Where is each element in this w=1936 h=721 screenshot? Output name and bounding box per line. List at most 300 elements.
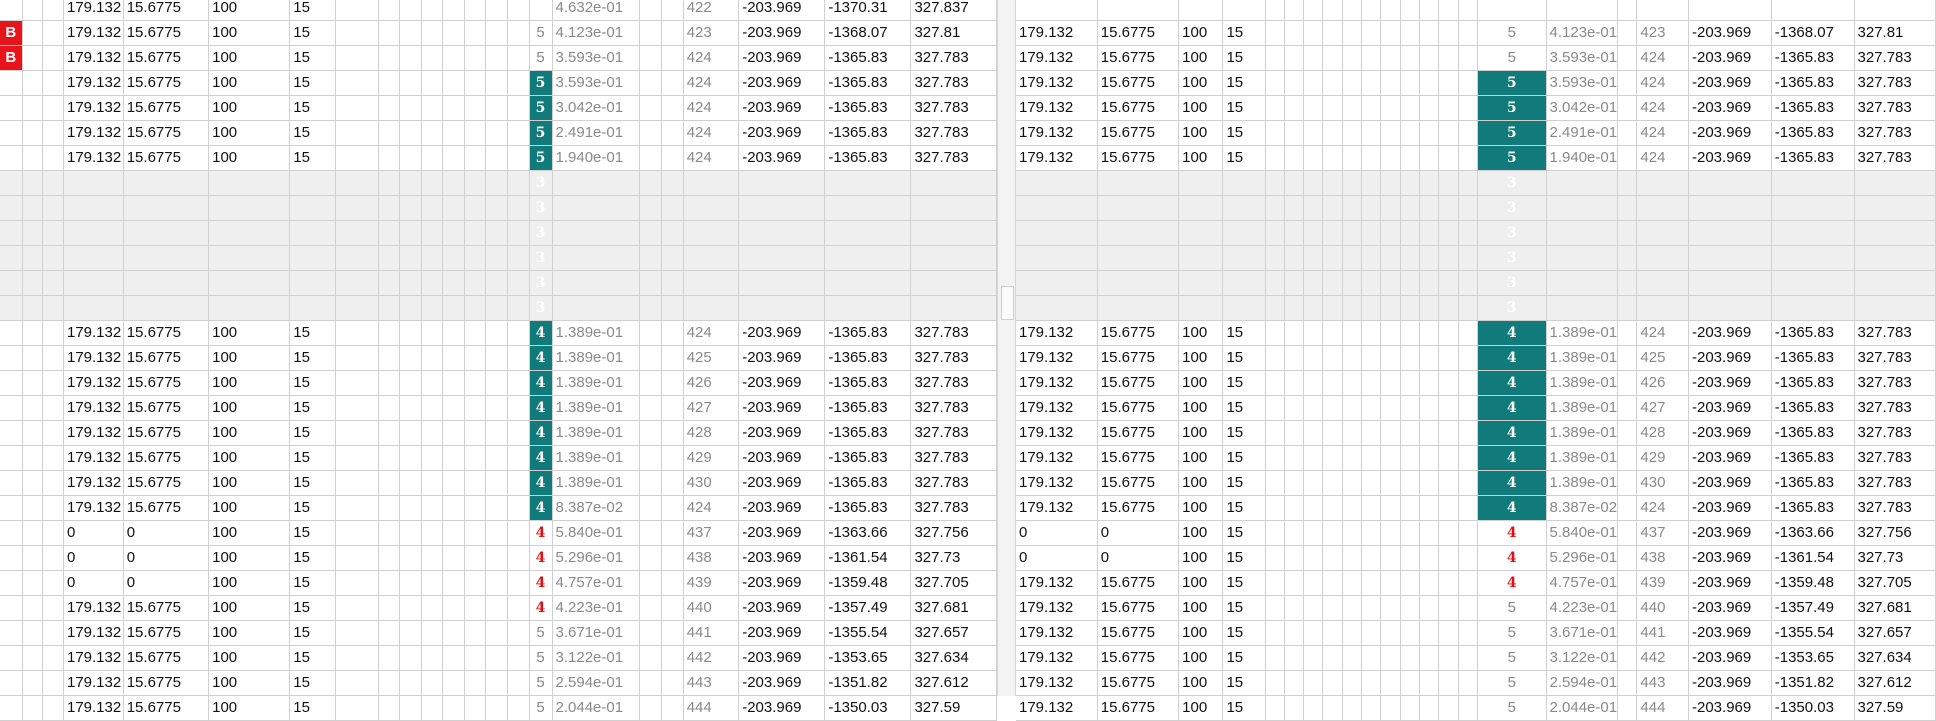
grid-cell[interactable]: 327.783: [911, 121, 997, 146]
grid-cell[interactable]: [1400, 171, 1419, 196]
grid-cell[interactable]: 15: [290, 71, 336, 96]
grid-cell[interactable]: [739, 271, 825, 296]
grid-cell[interactable]: 15: [290, 571, 336, 596]
grid-cell[interactable]: [22, 671, 42, 696]
grid-cell[interactable]: [399, 696, 421, 721]
grid-cell[interactable]: 15: [290, 546, 336, 571]
grid-cell[interactable]: -203.969: [739, 521, 825, 546]
grid-cell[interactable]: [1439, 671, 1458, 696]
grid-cell[interactable]: [1381, 621, 1400, 646]
grid-cell[interactable]: [443, 471, 465, 496]
grid-cell[interactable]: [379, 296, 399, 321]
grid-cell[interactable]: [1265, 121, 1284, 146]
table-row[interactable]: [0, 396, 997, 421]
grid-cell[interactable]: 327.783: [911, 346, 997, 371]
grid-cell[interactable]: 15.6775: [1097, 671, 1178, 696]
grid-cell[interactable]: [485, 296, 507, 321]
flag-cell[interactable]: 4: [1477, 521, 1546, 546]
grid-cell[interactable]: [1458, 621, 1477, 646]
grid-cell[interactable]: 179.132: [63, 0, 123, 21]
grid-cell[interactable]: [443, 46, 465, 71]
grid-cell[interactable]: [1016, 0, 1097, 21]
grid-cell[interactable]: 3.122e-01: [552, 646, 639, 671]
grid-cell[interactable]: [22, 596, 42, 621]
grid-cell[interactable]: 327.783: [911, 496, 997, 521]
grid-cell[interactable]: -1365.83: [1771, 46, 1854, 71]
grid-cell[interactable]: 100: [1179, 371, 1223, 396]
grid-cell[interactable]: [1284, 46, 1303, 71]
grid-cell[interactable]: [1771, 196, 1854, 221]
grid-cell[interactable]: [1179, 246, 1223, 271]
grid-cell[interactable]: [1342, 46, 1361, 71]
grid-cell[interactable]: [661, 0, 683, 21]
grid-cell[interactable]: 438: [683, 546, 739, 571]
grid-cell[interactable]: [1546, 0, 1618, 21]
grid-cell[interactable]: 424: [683, 96, 739, 121]
grid-cell[interactable]: 4.223e-01: [1546, 596, 1618, 621]
grid-cell[interactable]: [443, 246, 465, 271]
grid-cell[interactable]: [421, 71, 443, 96]
grid-cell[interactable]: 4.123e-01: [1546, 21, 1618, 46]
grid-cell[interactable]: [465, 46, 485, 71]
flag-cell[interactable]: 4: [1477, 396, 1546, 421]
table-row[interactable]: [1016, 46, 1936, 71]
grid-cell[interactable]: [639, 396, 661, 421]
grid-cell[interactable]: [1618, 396, 1637, 421]
grid-cell[interactable]: [1546, 196, 1618, 221]
grid-cell[interactable]: [1381, 121, 1400, 146]
grid-cell[interactable]: [379, 396, 399, 421]
grid-cell[interactable]: [1854, 221, 1936, 246]
grid-cell[interactable]: 5.296e-01: [552, 546, 639, 571]
grid-cell[interactable]: [465, 671, 485, 696]
flag-cell[interactable]: 5: [529, 71, 552, 96]
flag-cell[interactable]: 5: [529, 46, 552, 71]
grid-cell[interactable]: [1420, 371, 1439, 396]
grid-cell[interactable]: [399, 646, 421, 671]
grid-cell[interactable]: [443, 346, 465, 371]
grid-cell[interactable]: [1458, 171, 1477, 196]
grid-cell[interactable]: [1439, 71, 1458, 96]
grid-cell[interactable]: [1265, 21, 1284, 46]
grid-cell[interactable]: [336, 171, 379, 196]
grid-cell[interactable]: [911, 171, 997, 196]
grid-cell[interactable]: [1400, 496, 1419, 521]
grid-cell[interactable]: [42, 371, 63, 396]
grid-cell[interactable]: [1265, 596, 1284, 621]
grid-cell[interactable]: [1420, 71, 1439, 96]
grid-cell[interactable]: [1458, 96, 1477, 121]
grid-cell[interactable]: [485, 671, 507, 696]
grid-cell[interactable]: 3.671e-01: [1546, 621, 1618, 646]
table-row[interactable]: [0, 496, 997, 521]
flag-cell[interactable]: 4: [529, 596, 552, 621]
grid-cell[interactable]: [465, 0, 485, 21]
grid-cell[interactable]: [1342, 346, 1361, 371]
grid-cell[interactable]: [1439, 446, 1458, 471]
grid-cell[interactable]: 1.940e-01: [552, 146, 639, 171]
flag-cell[interactable]: 4: [1477, 321, 1546, 346]
grid-cell[interactable]: 15: [290, 596, 336, 621]
grid-cell[interactable]: 100: [209, 546, 290, 571]
grid-cell[interactable]: [485, 121, 507, 146]
grid-cell[interactable]: 100: [1179, 546, 1223, 571]
grid-cell[interactable]: 179.132: [1016, 46, 1097, 71]
grid-cell[interactable]: [1342, 96, 1361, 121]
grid-cell[interactable]: 15: [290, 671, 336, 696]
grid-cell[interactable]: [1323, 146, 1342, 171]
grid-cell[interactable]: 327.612: [911, 671, 997, 696]
grid-cell[interactable]: 179.132: [1016, 321, 1097, 346]
grid-cell[interactable]: [1381, 246, 1400, 271]
grid-cell[interactable]: [0, 421, 22, 446]
grid-cell[interactable]: [683, 271, 739, 296]
grid-cell[interactable]: [465, 246, 485, 271]
grid-cell[interactable]: [1304, 321, 1323, 346]
grid-cell[interactable]: [443, 0, 465, 21]
grid-cell[interactable]: [1420, 596, 1439, 621]
grid-cell[interactable]: -1361.54: [1771, 546, 1854, 571]
grid-cell[interactable]: -1365.83: [1771, 496, 1854, 521]
grid-cell[interactable]: [379, 21, 399, 46]
grid-cell[interactable]: [507, 421, 529, 446]
grid-cell[interactable]: [1618, 321, 1637, 346]
table-row[interactable]: [1016, 521, 1936, 546]
grid-cell[interactable]: [0, 171, 22, 196]
grid-cell[interactable]: [399, 271, 421, 296]
grid-cell[interactable]: [443, 221, 465, 246]
grid-cell[interactable]: 15.6775: [1097, 646, 1178, 671]
grid-cell[interactable]: [1771, 271, 1854, 296]
grid-cell[interactable]: 100: [1179, 396, 1223, 421]
grid-cell[interactable]: [63, 246, 123, 271]
flag-cell[interactable]: 4: [529, 371, 552, 396]
grid-cell[interactable]: [1854, 196, 1936, 221]
grid-cell[interactable]: 1.389e-01: [552, 471, 639, 496]
grid-cell[interactable]: [1439, 121, 1458, 146]
grid-cell[interactable]: 179.132: [1016, 121, 1097, 146]
grid-cell[interactable]: [379, 571, 399, 596]
grid-cell[interactable]: [1265, 346, 1284, 371]
grid-cell[interactable]: [1637, 271, 1689, 296]
grid-cell[interactable]: [1381, 496, 1400, 521]
grid-cell[interactable]: -203.969: [739, 396, 825, 421]
grid-cell[interactable]: [661, 671, 683, 696]
grid-cell[interactable]: 15: [290, 696, 336, 721]
grid-cell[interactable]: [485, 196, 507, 221]
grid-cell[interactable]: [1362, 421, 1381, 446]
grid-cell[interactable]: 2.594e-01: [552, 671, 639, 696]
grid-cell[interactable]: 15.6775: [123, 21, 208, 46]
status-badge[interactable]: B: [0, 46, 22, 71]
flag-cell[interactable]: 3: [529, 271, 552, 296]
grid-cell[interactable]: [1284, 446, 1303, 471]
grid-cell[interactable]: 327.783: [911, 146, 997, 171]
grid-cell[interactable]: [379, 271, 399, 296]
grid-cell[interactable]: 179.132: [1016, 346, 1097, 371]
splitter-handle[interactable]: [1001, 286, 1014, 320]
grid-cell[interactable]: [443, 696, 465, 721]
grid-cell[interactable]: 422: [683, 0, 739, 21]
grid-cell[interactable]: [507, 546, 529, 571]
grid-cell[interactable]: [1400, 321, 1419, 346]
grid-cell[interactable]: [485, 696, 507, 721]
grid-cell[interactable]: [1362, 246, 1381, 271]
grid-cell[interactable]: [42, 621, 63, 646]
grid-cell[interactable]: 3.593e-01: [552, 46, 639, 71]
grid-cell[interactable]: 327.705: [911, 571, 997, 596]
grid-cell[interactable]: 15: [1223, 596, 1265, 621]
grid-cell[interactable]: [1458, 221, 1477, 246]
grid-cell[interactable]: [379, 246, 399, 271]
grid-cell[interactable]: [1323, 496, 1342, 521]
grid-cell[interactable]: [1179, 271, 1223, 296]
grid-cell[interactable]: -1353.65: [1771, 646, 1854, 671]
grid-cell[interactable]: [1546, 221, 1618, 246]
grid-cell[interactable]: [1420, 196, 1439, 221]
flag-cell[interactable]: 5: [1477, 121, 1546, 146]
grid-cell[interactable]: 15: [1223, 671, 1265, 696]
flag-cell[interactable]: 3: [1477, 196, 1546, 221]
grid-cell[interactable]: [639, 621, 661, 646]
grid-cell[interactable]: [1439, 196, 1458, 221]
grid-cell[interactable]: [1362, 546, 1381, 571]
grid-cell[interactable]: [639, 96, 661, 121]
grid-cell[interactable]: -1363.66: [825, 521, 911, 546]
grid-cell[interactable]: 2.594e-01: [1546, 671, 1618, 696]
grid-cell[interactable]: 15.6775: [1097, 396, 1178, 421]
grid-cell[interactable]: [1223, 196, 1265, 221]
grid-cell[interactable]: [1304, 671, 1323, 696]
grid-cell[interactable]: [0, 121, 22, 146]
grid-cell[interactable]: -203.969: [1689, 96, 1772, 121]
grid-cell[interactable]: [661, 346, 683, 371]
grid-cell[interactable]: 15.6775: [1097, 46, 1178, 71]
grid-cell[interactable]: [123, 221, 208, 246]
grid-cell[interactable]: [379, 0, 399, 21]
grid-cell[interactable]: [379, 521, 399, 546]
grid-cell[interactable]: [1265, 521, 1284, 546]
grid-cell[interactable]: [1400, 371, 1419, 396]
grid-cell[interactable]: [336, 671, 379, 696]
grid-cell[interactable]: [421, 696, 443, 721]
grid-cell[interactable]: [42, 71, 63, 96]
grid-cell[interactable]: [1362, 571, 1381, 596]
grid-cell[interactable]: [465, 371, 485, 396]
flag-cell[interactable]: 4: [1477, 371, 1546, 396]
grid-cell[interactable]: [1284, 621, 1303, 646]
grid-cell[interactable]: [1546, 271, 1618, 296]
grid-cell[interactable]: [1439, 471, 1458, 496]
grid-cell[interactable]: -203.969: [1689, 346, 1772, 371]
grid-cell[interactable]: 15: [290, 321, 336, 346]
grid-cell[interactable]: [1304, 121, 1323, 146]
grid-cell[interactable]: [1439, 546, 1458, 571]
grid-cell[interactable]: [1854, 271, 1936, 296]
grid-cell[interactable]: [1400, 396, 1419, 421]
grid-cell[interactable]: [22, 171, 42, 196]
grid-cell[interactable]: 100: [209, 0, 290, 21]
grid-cell[interactable]: [421, 446, 443, 471]
grid-cell[interactable]: 100: [1179, 596, 1223, 621]
grid-cell[interactable]: 424: [683, 71, 739, 96]
grid-cell[interactable]: -203.969: [1689, 46, 1772, 71]
grid-cell[interactable]: [399, 596, 421, 621]
grid-cell[interactable]: [1420, 96, 1439, 121]
grid-cell[interactable]: [1458, 446, 1477, 471]
grid-cell[interactable]: 440: [1637, 596, 1689, 621]
grid-cell[interactable]: -203.969: [1689, 396, 1772, 421]
grid-cell[interactable]: 441: [683, 621, 739, 646]
flag-cell[interactable]: 5: [529, 646, 552, 671]
grid-cell[interactable]: [1265, 571, 1284, 596]
grid-cell[interactable]: [1381, 596, 1400, 621]
grid-cell[interactable]: [1400, 46, 1419, 71]
grid-cell[interactable]: [911, 196, 997, 221]
table-row[interactable]: [1016, 71, 1936, 96]
flag-cell[interactable]: 4: [1477, 346, 1546, 371]
grid-cell[interactable]: -1365.83: [1771, 396, 1854, 421]
grid-cell[interactable]: 100: [209, 671, 290, 696]
grid-cell[interactable]: [0, 446, 22, 471]
grid-cell[interactable]: [421, 471, 443, 496]
grid-cell[interactable]: -203.969: [739, 146, 825, 171]
grid-cell[interactable]: [465, 646, 485, 671]
grid-cell[interactable]: [22, 146, 42, 171]
grid-cell[interactable]: 100: [209, 71, 290, 96]
grid-cell[interactable]: [485, 371, 507, 396]
grid-cell[interactable]: [661, 421, 683, 446]
grid-cell[interactable]: [1420, 46, 1439, 71]
table-row[interactable]: [0, 246, 997, 271]
grid-cell[interactable]: [399, 371, 421, 396]
grid-cell[interactable]: [1265, 96, 1284, 121]
grid-cell[interactable]: [1342, 396, 1361, 421]
grid-cell[interactable]: [1179, 196, 1223, 221]
grid-cell[interactable]: [421, 121, 443, 146]
grid-cell[interactable]: 327.756: [911, 521, 997, 546]
grid-cell[interactable]: [1265, 446, 1284, 471]
grid-cell[interactable]: [421, 296, 443, 321]
grid-cell[interactable]: [42, 671, 63, 696]
grid-cell[interactable]: 2.491e-01: [552, 121, 639, 146]
grid-cell[interactable]: [336, 271, 379, 296]
grid-cell[interactable]: [485, 221, 507, 246]
grid-cell[interactable]: [42, 571, 63, 596]
grid-cell[interactable]: -1370.31: [825, 0, 911, 21]
grid-cell[interactable]: [336, 321, 379, 346]
grid-cell[interactable]: 327.783: [911, 321, 997, 346]
grid-cell[interactable]: [1265, 296, 1284, 321]
grid-cell[interactable]: 15: [1223, 546, 1265, 571]
grid-cell[interactable]: 15: [290, 471, 336, 496]
grid-cell[interactable]: [639, 246, 661, 271]
grid-cell[interactable]: [1689, 271, 1772, 296]
grid-cell[interactable]: [1420, 571, 1439, 596]
grid-cell[interactable]: [22, 46, 42, 71]
grid-cell[interactable]: [399, 346, 421, 371]
grid-cell[interactable]: [1689, 171, 1772, 196]
grid-cell[interactable]: [399, 621, 421, 646]
grid-cell[interactable]: 15.6775: [1097, 321, 1178, 346]
grid-cell[interactable]: [1323, 571, 1342, 596]
grid-cell[interactable]: 327.783: [1854, 396, 1936, 421]
grid-cell[interactable]: [1381, 321, 1400, 346]
grid-cell[interactable]: 15.6775: [123, 46, 208, 71]
grid-cell[interactable]: [1284, 571, 1303, 596]
grid-cell[interactable]: [1400, 21, 1419, 46]
grid-cell[interactable]: [0, 696, 22, 721]
grid-cell[interactable]: [63, 196, 123, 221]
grid-cell[interactable]: [421, 346, 443, 371]
grid-cell[interactable]: [1265, 0, 1284, 21]
grid-cell[interactable]: [1265, 546, 1284, 571]
grid-cell[interactable]: [336, 21, 379, 46]
grid-cell[interactable]: [1304, 271, 1323, 296]
grid-cell[interactable]: [1284, 671, 1303, 696]
grid-cell[interactable]: [1097, 196, 1178, 221]
grid-cell[interactable]: [1223, 0, 1265, 21]
table-row[interactable]: [1016, 246, 1936, 271]
grid-cell[interactable]: 5.840e-01: [552, 521, 639, 546]
grid-cell[interactable]: [1400, 596, 1419, 621]
grid-cell[interactable]: [1323, 421, 1342, 446]
grid-cell[interactable]: [1323, 221, 1342, 246]
grid-cell[interactable]: [290, 171, 336, 196]
grid-cell[interactable]: [1265, 196, 1284, 221]
grid-cell[interactable]: [42, 521, 63, 546]
grid-cell[interactable]: [639, 546, 661, 571]
grid-cell[interactable]: -1365.83: [1771, 371, 1854, 396]
grid-cell[interactable]: [639, 696, 661, 721]
grid-cell[interactable]: [1439, 371, 1458, 396]
grid-cell[interactable]: [1342, 296, 1361, 321]
grid-cell[interactable]: 2.044e-01: [1546, 696, 1618, 721]
grid-cell[interactable]: 179.132: [63, 646, 123, 671]
grid-cell[interactable]: 443: [1637, 671, 1689, 696]
grid-cell[interactable]: [1304, 546, 1323, 571]
grid-cell[interactable]: [1689, 246, 1772, 271]
grid-cell[interactable]: [683, 171, 739, 196]
grid-cell[interactable]: [739, 196, 825, 221]
grid-cell[interactable]: -1365.83: [825, 96, 911, 121]
grid-cell[interactable]: [22, 396, 42, 421]
grid-cell[interactable]: 179.132: [63, 596, 123, 621]
grid-cell[interactable]: [1618, 71, 1637, 96]
grid-cell[interactable]: [1342, 371, 1361, 396]
grid-cell[interactable]: [485, 521, 507, 546]
grid-cell[interactable]: [1097, 171, 1178, 196]
grid-cell[interactable]: [507, 271, 529, 296]
grid-cell[interactable]: [209, 271, 290, 296]
grid-cell[interactable]: -203.969: [739, 21, 825, 46]
grid-cell[interactable]: 15: [1223, 471, 1265, 496]
grid-cell[interactable]: [1362, 396, 1381, 421]
grid-cell[interactable]: [1618, 521, 1637, 546]
grid-cell[interactable]: [421, 96, 443, 121]
grid-cell[interactable]: [661, 521, 683, 546]
grid-cell[interactable]: 179.132: [63, 621, 123, 646]
grid-cell[interactable]: [123, 296, 208, 321]
grid-cell[interactable]: [123, 271, 208, 296]
grid-cell[interactable]: 15: [290, 496, 336, 521]
grid-cell[interactable]: 327.783: [911, 46, 997, 71]
grid-cell[interactable]: [1284, 346, 1303, 371]
grid-cell[interactable]: [1304, 96, 1323, 121]
grid-cell[interactable]: 179.132: [1016, 396, 1097, 421]
grid-cell[interactable]: [1265, 646, 1284, 671]
flag-cell[interactable]: 5: [1477, 696, 1546, 721]
